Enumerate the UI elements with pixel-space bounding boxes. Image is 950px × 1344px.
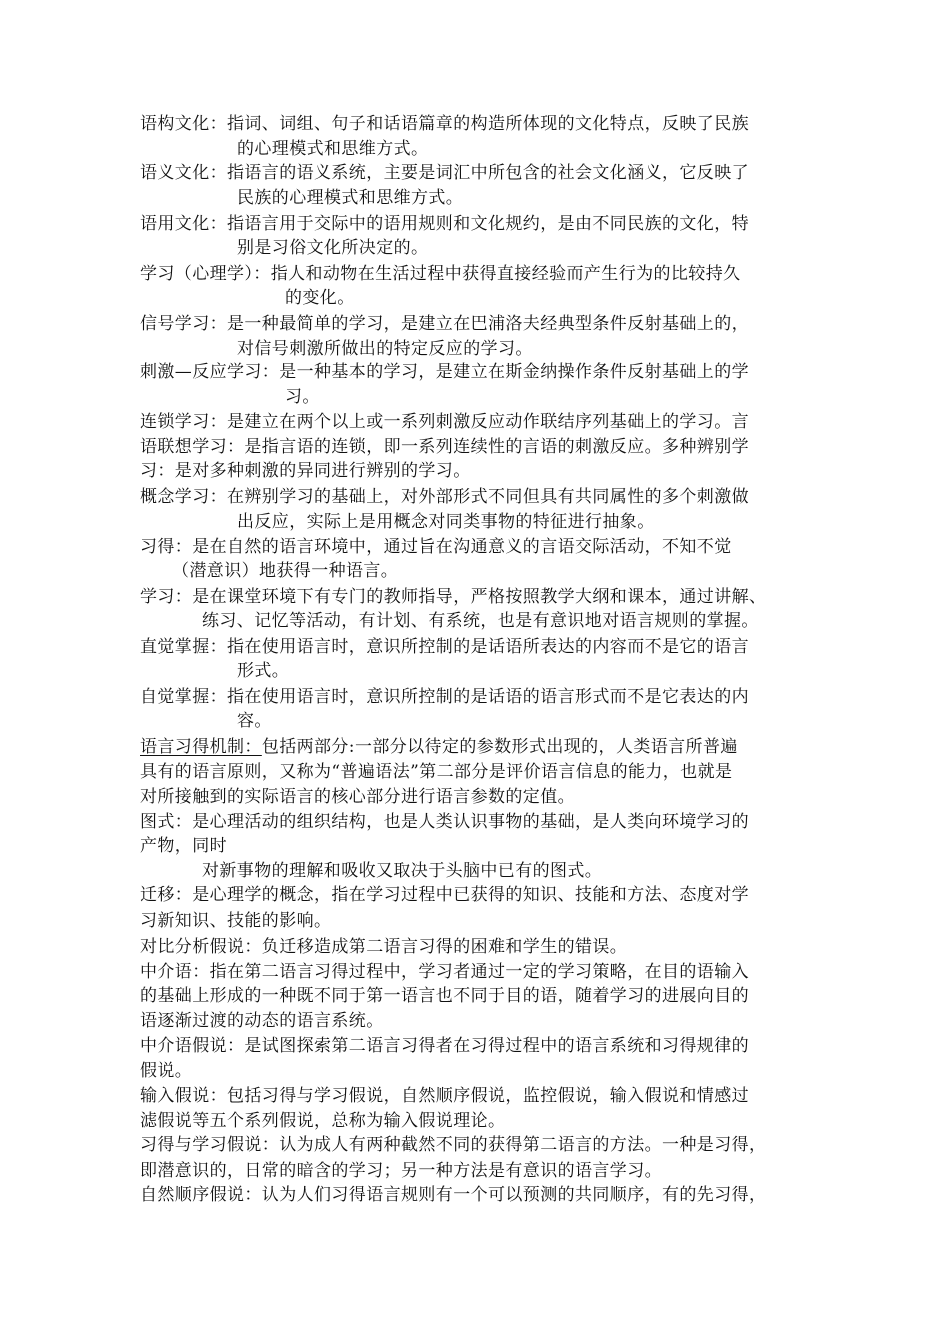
text-line: 对信号刺激所做出的特定反应的学习。	[237, 339, 533, 359]
text-line: （潜意识）地获得一种语言。	[172, 561, 399, 581]
text-line: 对所接触到的实际语言的核心部分进行语言参数的定值。	[140, 787, 575, 807]
text-line: 中介语：指在第二语言习得过程中，学习者通过一定的学习策略，在目的语输入	[140, 962, 749, 982]
text-line: 练习、记忆等活动，有计划、有系统，也是有意识地对语言规则的掌握。	[202, 611, 759, 631]
text-line	[140, 734, 738, 761]
text-line: 假说。	[140, 1061, 193, 1081]
text-line: 语义文化：指语言的语义系统，主要是词汇中所包含的社会文化涵义，它反映了	[140, 163, 749, 183]
text-line: 习得与学习假说：认为成人有两种截然不同的获得第二语言的方法。一种是习得，	[140, 1135, 767, 1155]
text-line: 信号学习：是一种最简单的学习，是建立在巴浦洛夫经典型条件反射基础上的，	[140, 314, 749, 334]
text-line: 学习（心理学）：指人和动物在生活过程中获得直接经验而产生行为的比较持久	[140, 264, 741, 284]
text-line: 即潜意识的，日常的暗含的学习；另一种方法是有意识的语言学习。	[140, 1161, 662, 1181]
text-line: 输入假说：包括习得与学习假说，自然顺序假说，监控假说，输入假说和情感过	[140, 1086, 749, 1106]
text-line: 习。	[285, 387, 320, 407]
text-line: 容。	[237, 711, 272, 731]
text-line: 图式：是心理活动的组织结构，也是人类认识事物的基础，是人类向环境学习的	[140, 812, 749, 832]
text-span: 包括两部分:一部分以待定的参数形式出现的，人类语言所普遍	[261, 737, 738, 757]
text-line: 语用文化：指语言用于交际中的语用规则和文化规约，是由不同民族的文化，特	[140, 214, 749, 234]
text-line: 中介语假说：是试图探索第二语言习得者在习得过程中的语言系统和习得规律的	[140, 1036, 749, 1056]
text-line: 形式。	[237, 661, 290, 681]
text-line: 别是习俗文化所决定的。	[237, 238, 429, 258]
text-line: 对新事物的理解和吸收又取决于头脑中已有的图式。	[202, 861, 603, 881]
text-line: 滤假说等五个系列假说，总称为输入假说理论。	[140, 1111, 506, 1131]
text-line: 迁移：是心理学的概念，指在学习过程中已获得的知识、技能和方法、态度对学	[140, 885, 749, 905]
text-line: 的心理模式和思维方式。	[237, 139, 429, 159]
text-line: 概念学习：在辨别学习的基础上，对外部形式不同但具有共同属性的多个刺激做	[140, 487, 749, 507]
text-line: 语构文化：指词、词组、句子和话语篇章的构造所体现的文化特点，反映了民族	[140, 114, 749, 134]
text-line: 习新知识、技能的影响。	[140, 911, 332, 931]
text-line: 对比分析假说：负迁移造成第二语言习得的困难和学生的错误。	[140, 937, 628, 957]
text-line: 刺激—反应学习：是一种基本的学习，是建立在斯金纳操作条件反射基础上的学	[140, 362, 749, 382]
text-line: 语联想学习：是指言语的连锁，即一系列连续性的言语的刺激反应。多种辨别学	[140, 437, 749, 457]
text-line: 习：是对多种刺激的异同进行辨别的学习。	[140, 461, 471, 481]
text-line: 民族的心理模式和思维方式。	[237, 188, 464, 208]
text-line: 的基础上形成的一种既不同于第一语言也不同于目的语，随着学习的进展向目的	[140, 986, 749, 1006]
text-line: 的变化。	[285, 288, 355, 308]
text-line: 出反应，实际上是用概念对同类事物的特征进行抽象。	[237, 512, 655, 532]
text-line: 具有的语言原则，又称为“普遍语法”第二部分是评价语言信息的能力，也就是	[140, 762, 733, 782]
text-line: 连锁学习：是建立在两个以上或一系列刺激反应动作联结序列基础上的学习。言	[140, 412, 749, 432]
text-line: 学习：是在课堂环境下有专门的教师指导，严格按照教学大纲和课本，通过讲解、	[140, 587, 767, 607]
text-line: 产物，同时	[140, 836, 227, 856]
text-line: 自觉掌握：指在使用语言时，意识所控制的是话语的语言形式而不是它表达的内	[140, 687, 749, 707]
text-line: 语逐渐过渡的动态的语言系统。	[140, 1011, 384, 1031]
text-line: 习得：是在自然的语言环境中，通过旨在沟通意义的言语交际活动，不知不觉	[140, 537, 732, 557]
underlined-term: 语言习得机制：	[140, 737, 262, 757]
text-line: 自然顺序假说：认为人们习得语言规则有一个可以预测的共同顺序，有的先习得，	[140, 1185, 767, 1205]
text-line: 直觉掌握：指在使用语言时，意识所控制的是话语所表达的内容而不是它的语言	[140, 637, 749, 657]
